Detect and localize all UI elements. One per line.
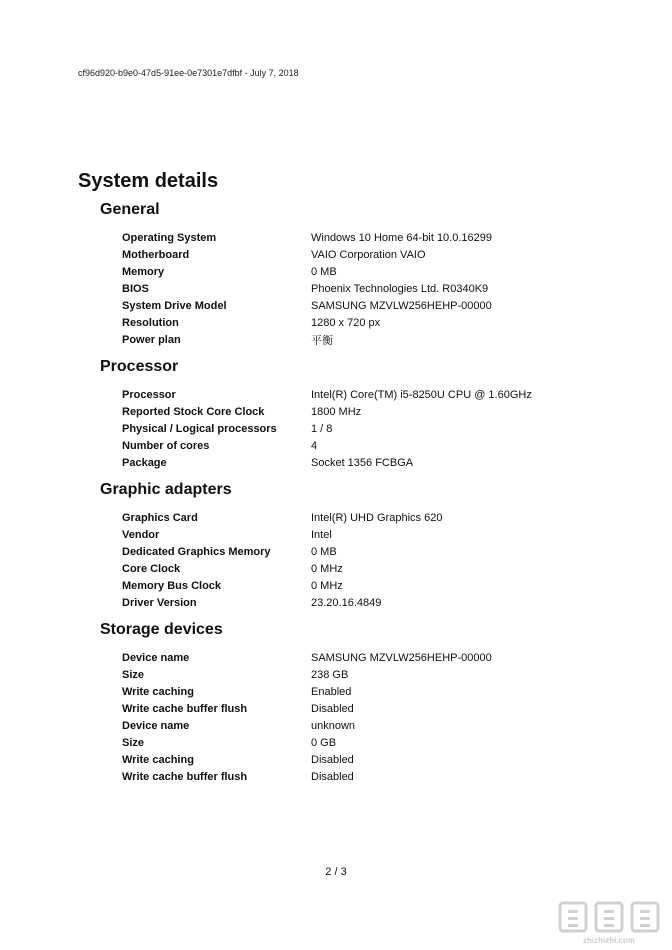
row-value: Intel(R) UHD Graphics 620: [311, 511, 443, 524]
row-value: Disabled: [311, 753, 354, 766]
section-storage-devices: [100, 621, 640, 785]
detail-row: [100, 437, 640, 454]
row-value: unknown: [311, 719, 356, 732]
watermark-text: zhizhizhi.com: [583, 936, 635, 945]
row-label: Physical / Logical processors: [122, 422, 277, 435]
detail-row: [100, 543, 640, 560]
detail-row: [100, 509, 640, 526]
detail-row: [100, 666, 640, 683]
row-label: Operating System: [122, 231, 217, 244]
row-label: Size: [122, 736, 145, 749]
row-value: Disabled: [311, 702, 354, 715]
detail-row: [100, 263, 640, 280]
detail-row: [100, 297, 640, 314]
detail-row: [100, 331, 640, 348]
row-label: Dedicated Graphics Memory: [122, 545, 271, 558]
detail-row: [100, 420, 640, 437]
row-value: Intel: [311, 528, 332, 541]
row-value: 0 GB: [311, 736, 337, 749]
detail-row: [100, 683, 640, 700]
row-value: 1800 MHz: [311, 405, 362, 418]
row-value: VAIO Corporation VAIO: [311, 248, 426, 261]
row-value: 0 MB: [311, 265, 337, 278]
row-value: 0 MHz: [311, 562, 343, 575]
page-number: 2 / 3: [325, 866, 347, 878]
row-label: Device name: [122, 651, 190, 664]
row-value: 0 MHz: [311, 579, 343, 592]
row-value: Enabled: [311, 685, 352, 698]
detail-row: [100, 700, 640, 717]
detail-row: [100, 751, 640, 768]
row-value: Windows 10 Home 64-bit 10.0.16299: [311, 231, 492, 244]
row-label: Power plan: [122, 333, 181, 346]
general-rows: [100, 229, 640, 348]
detail-row: [100, 386, 640, 403]
row-label: Number of cores: [122, 439, 210, 452]
detail-row: [100, 594, 640, 611]
row-value: 4: [311, 439, 318, 452]
detail-row: [100, 280, 640, 297]
row-label: Write caching: [122, 685, 194, 698]
page-title: System details: [78, 170, 219, 192]
section-processor: [100, 358, 640, 471]
detail-row: [100, 403, 640, 420]
row-value: SAMSUNG MZVLW256HEHP-00000: [311, 299, 492, 312]
row-label: Resolution: [122, 316, 179, 329]
row-label: Package: [122, 456, 167, 469]
detail-row: [100, 734, 640, 751]
row-value: Disabled: [311, 770, 354, 783]
row-value: Socket 1356 FCBGA: [311, 456, 414, 469]
row-label: Graphics Card: [122, 511, 198, 524]
row-label: Driver Version: [122, 596, 197, 609]
watermark-logo: [554, 900, 664, 946]
row-label: Size: [122, 668, 145, 681]
row-label: Device name: [122, 719, 190, 732]
row-value: Phoenix Technologies Ltd. R0340K9: [311, 282, 489, 295]
row-label: Memory: [122, 265, 165, 278]
row-label: Write caching: [122, 753, 194, 766]
section-title-storage-devices: Storage devices: [100, 621, 223, 638]
row-value: 238 GB: [311, 668, 349, 681]
row-label: Motherboard: [122, 248, 190, 261]
detail-row: [100, 526, 640, 543]
row-label: Write cache buffer flush: [122, 702, 248, 715]
row-label: System Drive Model: [122, 299, 227, 312]
row-label: Reported Stock Core Clock: [122, 405, 265, 418]
detail-row: [100, 717, 640, 734]
graphics-rows: [100, 509, 640, 611]
detail-row: [100, 560, 640, 577]
row-value: 1280 x 720 px: [311, 316, 381, 329]
detail-row: [100, 454, 640, 471]
row-value: SAMSUNG MZVLW256HEHP-00000: [311, 651, 492, 664]
row-label: Core Clock: [122, 562, 181, 575]
detail-row: [100, 246, 640, 263]
row-value: 1 / 8: [311, 422, 333, 435]
processor-rows: [100, 386, 640, 471]
row-value: 23.20.16.4849: [311, 596, 382, 609]
report-header: cf96d920-b9e0-47d5-91ee-0e7301e7dfbf - July 7, 2018: [78, 68, 299, 78]
detail-row: [100, 314, 640, 331]
storage-rows: [100, 649, 640, 785]
section-title-processor: Processor: [100, 358, 179, 375]
row-value: Intel(R) Core(TM) i5-8250U CPU @ 1.60GHz: [311, 388, 532, 401]
row-label: Memory Bus Clock: [122, 579, 222, 592]
row-label: Write cache buffer flush: [122, 770, 248, 783]
detail-row: [100, 649, 640, 666]
section-title-graphic-adapters: Graphic adapters: [100, 481, 232, 498]
detail-row: [100, 768, 640, 785]
row-value: 平衡: [311, 334, 333, 347]
section-general: [100, 201, 640, 348]
detail-row: [100, 229, 640, 246]
row-value: 0 MB: [311, 545, 337, 558]
section-title-general: General: [100, 201, 160, 218]
detail-row: [100, 577, 640, 594]
row-label: BIOS: [122, 282, 149, 295]
row-label: Vendor: [122, 528, 160, 541]
section-graphic-adapters: [100, 481, 640, 611]
row-label: Processor: [122, 388, 176, 401]
